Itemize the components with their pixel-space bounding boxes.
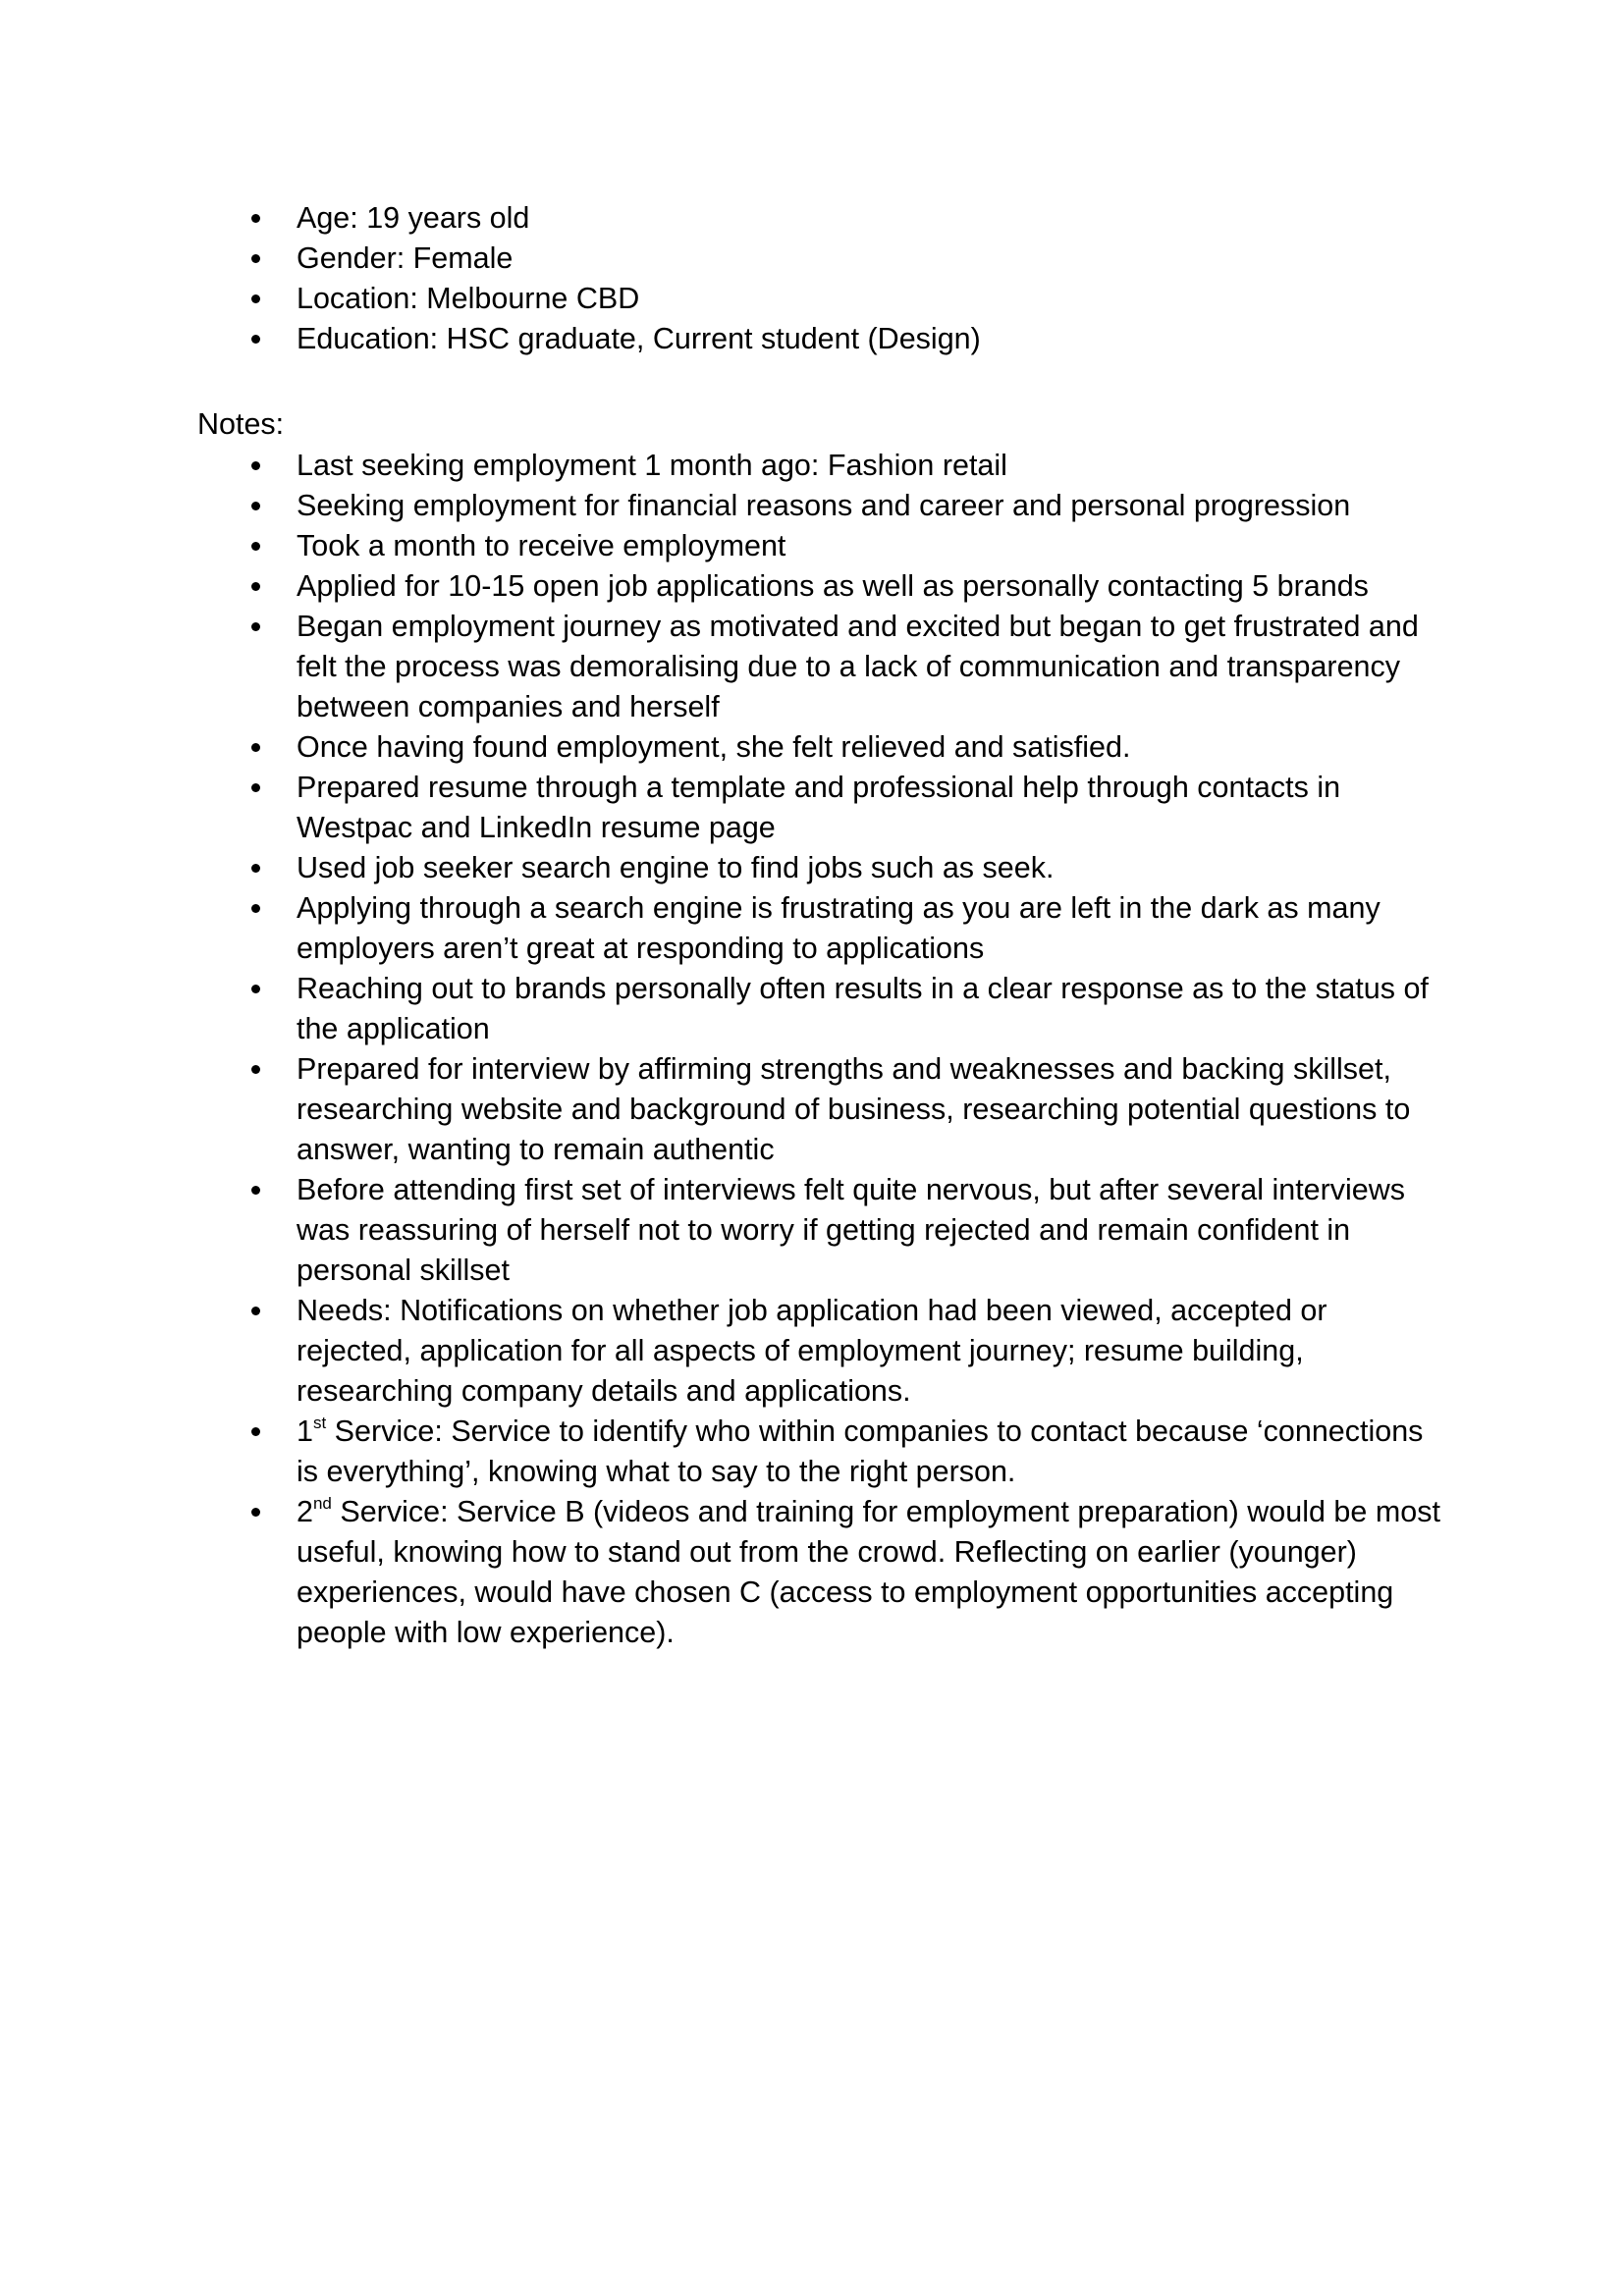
profile-list	[247, 198, 1445, 359]
list-item	[247, 566, 1445, 607]
note-text: Prepared resume through a template and professional help through contacts in Westpac and LinkedIn resume page	[297, 771, 1341, 844]
profile-education: Education: HSC graduate, Current student (Design)	[297, 322, 981, 355]
note-text: Once having found employment, she felt relieved and satisfied.	[297, 730, 1131, 764]
note-text: Began employment journey as motivated and excited but began to get frustrated and felt the process was demoralising due to a lack of communication and transparency between companies and herself	[297, 610, 1419, 723]
list-item	[247, 727, 1445, 768]
note-text: Used job seeker search engine to find jobs such as seek.	[297, 851, 1055, 884]
list-item	[247, 969, 1445, 1049]
note-text: Applied for 10-15 open job applications as well as personally contacting 5 brands	[297, 569, 1369, 603]
service-2-ordinal: nd	[312, 1493, 332, 1513]
note-text: Prepared for interview by affirming strengths and weaknesses and backing skillset, researching website and background of business, researching potential questions to answer, wanting to remain authentic	[297, 1052, 1411, 1166]
list-item	[247, 1291, 1445, 1412]
list-item	[247, 1049, 1445, 1170]
list-item	[247, 526, 1445, 566]
notes-list	[247, 446, 1445, 1653]
note-text: Last seeking employment 1 month ago: Fashion retail	[297, 449, 1007, 482]
list-item	[247, 446, 1445, 486]
service-1-text: Service: Service to identify who within companies to contact because ‘connections is everything’, knowing what to say to the right person.	[297, 1415, 1424, 1488]
list-item	[247, 279, 1445, 319]
service-2-text: Service: Service B (videos and training for employment preparation) would be most useful, knowing how to stand out from the crowd. Reflecting on earlier (younger) experiences, would have chosen C (access to employment opportunities accepting people with low experience).	[297, 1495, 1440, 1649]
list-item	[247, 319, 1445, 359]
note-text: Applying through a search engine is frustrating as you are left in the dark as many employers aren’t great at responding to applications	[297, 891, 1380, 965]
note-text: Needs: Notifications on whether job application had been viewed, accepted or rejected, application for all aspects of employment journey; resume building, researching company details and applications.	[297, 1294, 1327, 1408]
note-text: Before attending first set of interviews felt quite nervous, but after several interviews was reassuring of herself not to worry if getting rejected and remain confident in personal skillset	[297, 1173, 1406, 1287]
list-item	[247, 1492, 1445, 1653]
list-item	[247, 1170, 1445, 1291]
list-item	[247, 768, 1445, 848]
note-text: Seeking employment for financial reasons and career and personal progression	[297, 489, 1351, 522]
note-text: Reaching out to brands personally often results in a clear response as to the status of the application	[297, 972, 1429, 1045]
notes-heading: Notes:	[197, 407, 285, 441]
list-item	[247, 486, 1445, 526]
profile-location: Location: Melbourne CBD	[297, 282, 640, 315]
profile-age: Age: 19 years old	[297, 201, 530, 235]
list-item	[247, 888, 1445, 969]
profile-gender: Gender: Female	[297, 241, 514, 275]
note-text: Took a month to receive employment	[297, 529, 786, 562]
service-1-ordinal: st	[312, 1413, 327, 1432]
list-item	[247, 1412, 1445, 1492]
service-2-number: 2	[297, 1495, 313, 1528]
list-item	[247, 848, 1445, 888]
list-item	[247, 607, 1445, 727]
list-item	[247, 239, 1445, 279]
list-item	[247, 198, 1445, 239]
service-1-number: 1	[297, 1415, 313, 1448]
